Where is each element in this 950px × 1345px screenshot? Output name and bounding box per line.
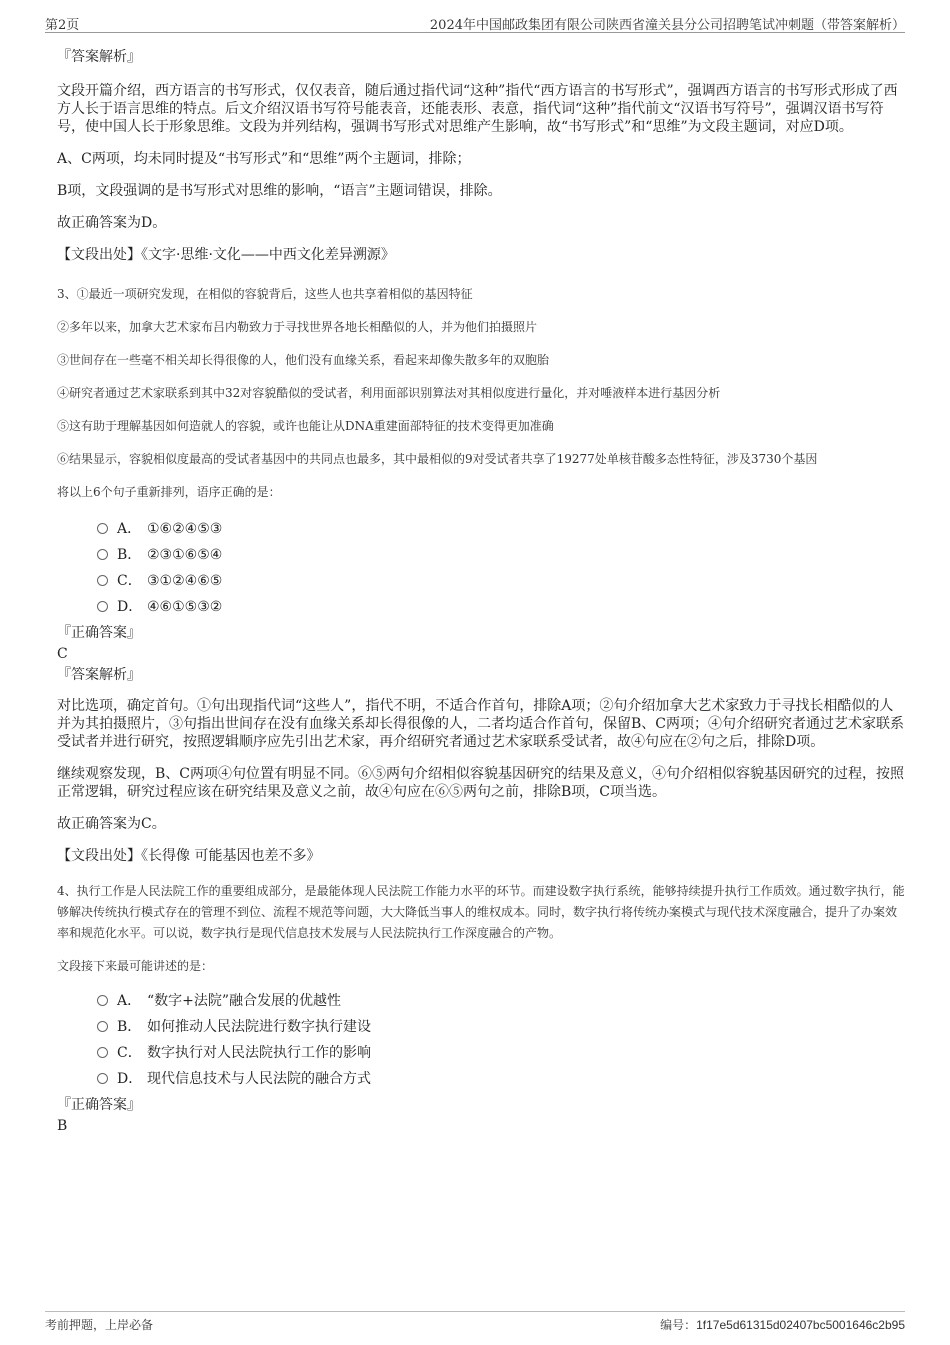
question-sentence: ③世间存在一些毫不相关却长得很像的人，他们没有血缘关系，看起来却像失散多年的双胞胎 <box>57 353 550 367</box>
option-a[interactable] <box>97 988 905 1014</box>
option-letter: A． <box>117 993 142 1009</box>
question-3 <box>57 286 905 865</box>
option-text: 数字执行对人民法院执行工作的影响 <box>147 1045 371 1061</box>
option-text: 如何推动人民法院进行数字执行建设 <box>147 1019 371 1035</box>
question-stem: 4、执行工作是人民法院工作的重要组成部分，是最能体现人民法院工作能力水平的环节。而建设数字执行系统，能够持续提升执行工作质效。通过数字执行，能够解决传统执行模式存在的管理不到位、流程不规范等问题，大大降低当事人的维权成本。同时，数字执行将传统办案模式与现代技术深度融合，提升了办案效率和规范化水平。可以说，数字执行是现代信息技术发展与人民法院执行工作深度融合的产物。 <box>57 884 905 940</box>
option-letter: C． <box>117 573 142 589</box>
option-text: ②③①⑥⑤④ <box>147 547 223 563</box>
option-letter: C． <box>117 1045 142 1061</box>
document-body <box>57 40 905 1135</box>
page-footer <box>45 1311 905 1334</box>
radio-icon[interactable] <box>97 549 108 560</box>
question-sentence: ⑥结果显示，容貌相似度最高的受试者基因中的共同点也最多，其中最相似的9对受试者共享了19277处单核苷酸多态性特征，涉及3730个基因 <box>57 452 818 466</box>
correct-answer: B <box>57 1118 68 1134</box>
answer-options <box>97 988 905 1092</box>
question-4 <box>57 881 905 1135</box>
question-prompt: 文段接下来最可能讲述的是： <box>57 959 214 973</box>
radio-icon[interactable] <box>97 1021 108 1032</box>
radio-icon[interactable] <box>97 601 108 612</box>
option-b[interactable] <box>97 1014 905 1040</box>
correct-answer: C <box>57 646 68 662</box>
option-letter: A． <box>117 521 142 537</box>
option-letter: D． <box>117 599 143 615</box>
analysis-paragraph: A、C两项，均未同时提及“书写形式”和“思维”两个主题词，排除； <box>57 151 471 167</box>
question-prompt: 将以上6个句子重新排列，语序正确的是： <box>57 485 281 499</box>
option-a[interactable] <box>97 516 905 542</box>
correct-answer-label: 『正确答案』 <box>57 1097 141 1113</box>
option-text: “数字+法院”融合发展的优越性 <box>147 993 342 1009</box>
option-text: 现代信息技术与人民法院的融合方式 <box>147 1071 371 1087</box>
document-title: 2024年中国邮政集团有限公司陕西省潼关县分公司招聘笔试冲刺题（带答案解析） <box>429 18 905 33</box>
option-d[interactable] <box>97 1066 905 1092</box>
question-sentence: 3、①最近一项研究发现，在相似的容貌背后，这些人也共享着相似的基因特征 <box>57 287 473 301</box>
option-letter: B． <box>117 547 142 563</box>
analysis-paragraph: 对比选项，确定首句。①句出现指代词“这些人”，指代不明，不适合作首句，排除A项；②句介绍加拿大艺术家致力于寻找长相酷似的人并为其拍摄照片，③句指出世间存在没有血缘关系却长得很像的人，二者均适合作首句，保留B、C两项；④句介绍研究者通过艺术家联系受试者并进行研究，按照逻辑顺序应先引出艺术家，再介绍研究者通过艺术家联系受试者，故④句应在②句之后，排除D项。 <box>57 698 904 750</box>
option-text: ④⑥①⑤③② <box>147 599 223 615</box>
option-c[interactable] <box>97 568 905 594</box>
question-sentence: ②多年以来，加拿大艺术家布吕内勒致力于寻找世界各地长相酷似的人，并为他们拍摄照片 <box>57 320 538 334</box>
option-text: ①⑥②④⑤③ <box>147 521 223 537</box>
question-sentence: ④研究者通过艺术家联系到其中32对容貌酷似的受试者，利用面部识别算法对其相似度进行量化，并对唾液样本进行基因分析 <box>57 386 721 400</box>
radio-icon[interactable] <box>97 523 108 534</box>
option-text: ③①②④⑥⑤ <box>147 573 223 589</box>
option-c[interactable] <box>97 1040 905 1066</box>
radio-icon[interactable] <box>97 1047 108 1058</box>
correct-answer-label: 『正确答案』 <box>57 625 141 641</box>
source-citation: 【文段出处】《文字·思维·文化——中西文化差异溯源》 <box>57 247 395 263</box>
option-d[interactable] <box>97 594 905 620</box>
page-header <box>45 12 905 33</box>
code-label: 编号： <box>660 1318 697 1332</box>
page-number: 第2页 <box>45 18 80 33</box>
option-letter: D． <box>117 1071 143 1087</box>
analysis-label: 『答案解析』 <box>57 49 141 65</box>
analysis-paragraph: B项，文段强调的是书写形式对思维的影响，“语言”主题词错误，排除。 <box>57 183 502 199</box>
source-citation: 【文段出处】《长得像 可能基因也差不多》 <box>57 848 321 864</box>
analysis-label: 『答案解析』 <box>57 667 141 683</box>
option-letter: B． <box>117 1019 142 1035</box>
document-code <box>660 1316 905 1333</box>
radio-icon[interactable] <box>97 575 108 586</box>
radio-icon[interactable] <box>97 995 108 1006</box>
option-b[interactable] <box>97 542 905 568</box>
answer-options <box>97 516 905 620</box>
analysis-paragraph: 继续观察发现，B、C两项④句位置有明显不同。⑥⑤两句介绍相似容貌基因研究的结果及意义，④句介绍相似容貌基因研究的过程，按照正常逻辑，研究过程应该在研究结果及意义之前，故④句应在⑥⑤两句之前，排除B项，C项当选。 <box>57 766 904 800</box>
footer-slogan: 考前押题，上岸必备 <box>45 1318 154 1332</box>
analysis-paragraph: 文段开篇介绍，西方语言的书写形式，仅仅表音，随后通过指代词“这种”指代“西方语言的书写形式”，强调西方语言的书写形式形成了西方人长于语言思维的特点。后文介绍汉语书写符号能表音，还能表形、表意，指代词“这种”指代前文“汉语书写符号”，强调汉语书写符号，使中国人长于形象思维。文段为并列结构，强调书写形式对思维产生影响，故“书写形式”和“思维”为文段主题词，对应D项。 <box>57 83 898 135</box>
code-value: 1f17e5d61315d02407bc5001646c2b95 <box>696 1318 905 1332</box>
analysis-conclusion: 故正确答案为C。 <box>57 816 166 832</box>
radio-icon[interactable] <box>97 1073 108 1084</box>
question-sentence: ⑤这有助于理解基因如何造就人的容貌，或许也能让从DNA重建面部特征的技术变得更加准确 <box>57 419 554 433</box>
analysis-conclusion: 故正确答案为D。 <box>57 215 167 231</box>
